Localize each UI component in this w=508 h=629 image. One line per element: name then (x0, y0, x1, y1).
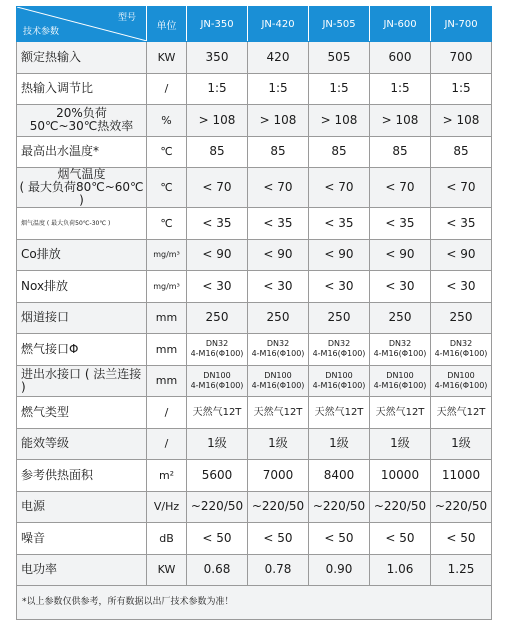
row-value: ~220/50 (187, 491, 248, 523)
row-value: < 35 (431, 208, 492, 240)
row-value: < 50 (248, 523, 309, 555)
row-unit: / (147, 73, 187, 105)
row-unit: ℃ (147, 208, 187, 240)
row-value: < 35 (248, 208, 309, 240)
row-value: < 70 (248, 168, 309, 208)
table-row (17, 428, 492, 460)
row-unit: KW (147, 554, 187, 586)
row-value: < 30 (248, 271, 309, 303)
row-value: < 90 (187, 239, 248, 271)
row-value: < 50 (309, 523, 370, 555)
row-value: < 50 (370, 523, 431, 555)
row-unit: mg/m³ (147, 239, 187, 271)
spec-table (16, 6, 492, 586)
value-line1: DN32 (266, 339, 290, 349)
row-value: 700 (431, 42, 492, 74)
header-row (17, 7, 492, 42)
row-value: 11000 (431, 460, 492, 492)
row-value: < 30 (309, 271, 370, 303)
row-value: 天然气12T (309, 397, 370, 429)
table-row (17, 136, 492, 168)
row-value: 1:5 (309, 73, 370, 105)
row-value: 1:5 (248, 73, 309, 105)
value-line2: 4-M16(Φ100) (251, 349, 305, 359)
row-value: < 90 (370, 239, 431, 271)
value-line1: DN32 (449, 339, 473, 349)
row-value: 1级 (309, 428, 370, 460)
table-row (17, 302, 492, 334)
row-value: < 50 (431, 523, 492, 555)
row-value: < 35 (187, 208, 248, 240)
row-label: 参考供热面积 (17, 460, 147, 492)
header-model: JN-600 (370, 7, 431, 42)
header-unit: 单位 (147, 7, 187, 42)
row-unit: ℃ (147, 168, 187, 208)
row-value: 85 (309, 136, 370, 168)
row-unit: dB (147, 523, 187, 555)
spec-table-container (16, 6, 492, 620)
row-value (431, 334, 492, 366)
row-value: 0.68 (187, 554, 248, 586)
header-model: JN-350 (187, 7, 248, 42)
row-value: < 90 (248, 239, 309, 271)
row-value: 85 (370, 136, 431, 168)
value-line2: 4-M16(Φ100) (190, 349, 244, 359)
row-label: 电源 (17, 491, 147, 523)
value-line1: DN32 (327, 339, 351, 349)
table-row (17, 168, 492, 208)
row-value: 1级 (431, 428, 492, 460)
table-row (17, 334, 492, 366)
value-line1: DN100 (203, 370, 231, 380)
value-line1: DN32 (388, 339, 412, 349)
row-value: 85 (431, 136, 492, 168)
row-label: 烟道接口 (17, 302, 147, 334)
row-value: < 70 (187, 168, 248, 208)
value-line1: DN100 (325, 370, 353, 380)
value-line2: 4-M16(Φ100) (434, 349, 488, 359)
row-label: 能效等级 (17, 428, 147, 460)
row-label: Co排放 (17, 239, 147, 271)
row-value: 350 (187, 42, 248, 74)
row-value: 8400 (309, 460, 370, 492)
row-value: 85 (187, 136, 248, 168)
row-unit: mm (147, 302, 187, 334)
row-value: 1:5 (187, 73, 248, 105)
row-value: 1级 (248, 428, 309, 460)
header-model-label: 型号 (117, 13, 136, 23)
row-value: < 30 (187, 271, 248, 303)
row-value (187, 365, 248, 397)
row-value: < 90 (431, 239, 492, 271)
row-value (431, 365, 492, 397)
row-unit: KW (147, 42, 187, 74)
row-label: 最高出水温度* (17, 136, 147, 168)
row-value: 1:5 (431, 73, 492, 105)
row-label: 电功率 (17, 554, 147, 586)
row-label (17, 105, 147, 137)
value-line2: 4-M16(Φ100) (373, 380, 427, 390)
row-value: > 108 (309, 105, 370, 137)
row-label (17, 168, 147, 208)
header-param-label: 技术参数 (23, 27, 60, 37)
value-line2: 4-M16(Φ100) (312, 349, 366, 359)
row-value: 1级 (187, 428, 248, 460)
row-value: < 35 (370, 208, 431, 240)
row-value: 0.90 (309, 554, 370, 586)
row-value: 天然气12T (187, 397, 248, 429)
value-line1: DN32 (205, 339, 229, 349)
row-label-line2: 50℃~30℃热效率 (29, 119, 134, 134)
row-unit: m² (147, 460, 187, 492)
row-value (370, 365, 431, 397)
table-row (17, 239, 492, 271)
row-value (248, 334, 309, 366)
row-value (187, 334, 248, 366)
row-unit: % (147, 105, 187, 137)
table-row (17, 491, 492, 523)
row-value: < 90 (309, 239, 370, 271)
row-value: 250 (431, 302, 492, 334)
table-row (17, 460, 492, 492)
row-value: 1级 (370, 428, 431, 460)
row-value: < 30 (370, 271, 431, 303)
row-label-line2: ( 最大负荷80℃~60℃ ) (19, 180, 144, 207)
table-row (17, 105, 492, 137)
row-label: 烟气温度 ( 最大负荷50℃-30℃ ) (17, 208, 147, 240)
row-value: 1.25 (431, 554, 492, 586)
row-value: 0.78 (248, 554, 309, 586)
row-label: 噪音 (17, 523, 147, 555)
row-value: < 30 (431, 271, 492, 303)
row-value: < 70 (309, 168, 370, 208)
row-value: ~220/50 (431, 491, 492, 523)
row-value: > 108 (187, 105, 248, 137)
row-label: 燃气接口Φ (17, 334, 147, 366)
row-label-line1: 20%负荷 (56, 106, 107, 121)
value-line2: 4-M16(Φ100) (434, 380, 488, 390)
row-label: Nox排放 (17, 271, 147, 303)
value-line2: 4-M16(Φ100) (373, 349, 427, 359)
value-line1: DN100 (447, 370, 475, 380)
row-value: ~220/50 (370, 491, 431, 523)
table-row (17, 397, 492, 429)
row-unit: ℃ (147, 136, 187, 168)
row-label: 燃气类型 (17, 397, 147, 429)
row-value (370, 334, 431, 366)
row-unit: mm (147, 365, 187, 397)
row-label-line1: 烟气温度 (57, 167, 106, 181)
row-unit: / (147, 428, 187, 460)
row-value: < 70 (370, 168, 431, 208)
row-value: 505 (309, 42, 370, 74)
row-value: > 108 (248, 105, 309, 137)
value-line2: 4-M16(Φ100) (190, 380, 244, 390)
row-value: 10000 (370, 460, 431, 492)
row-value (309, 365, 370, 397)
table-row (17, 73, 492, 105)
row-value: 天然气12T (248, 397, 309, 429)
row-value (309, 334, 370, 366)
row-unit: / (147, 397, 187, 429)
header-model: JN-420 (248, 7, 309, 42)
row-value: < 70 (431, 168, 492, 208)
row-value: > 108 (370, 105, 431, 137)
row-value: 1:5 (370, 73, 431, 105)
footnote: *以上参数仅供参考，所有数据以出厂技术参数为准！ (16, 586, 492, 620)
value-line2: 4-M16(Φ100) (251, 380, 305, 390)
header-model: JN-700 (431, 7, 492, 42)
row-value: 420 (248, 42, 309, 74)
row-value: 250 (370, 302, 431, 334)
table-row (17, 554, 492, 586)
row-value: 天然气12T (370, 397, 431, 429)
table-row (17, 523, 492, 555)
table-row (17, 271, 492, 303)
row-value: 250 (187, 302, 248, 334)
row-value: 天然气12T (431, 397, 492, 429)
table-row (17, 365, 492, 397)
header-corner-cell (17, 7, 147, 42)
row-value: > 108 (431, 105, 492, 137)
row-value: 5600 (187, 460, 248, 492)
row-unit: mm (147, 334, 187, 366)
row-unit: mg/m³ (147, 271, 187, 303)
value-line1: DN100 (264, 370, 292, 380)
row-label: 热输入调节比 (17, 73, 147, 105)
row-value: 600 (370, 42, 431, 74)
row-value: 250 (248, 302, 309, 334)
row-value: < 50 (187, 523, 248, 555)
row-value: 1.06 (370, 554, 431, 586)
row-value (248, 365, 309, 397)
row-value: 250 (309, 302, 370, 334)
row-value: ~220/50 (309, 491, 370, 523)
row-label: 额定热输入 (17, 42, 147, 74)
value-line2: 4-M16(Φ100) (312, 380, 366, 390)
row-value: ~220/50 (248, 491, 309, 523)
row-value: < 35 (309, 208, 370, 240)
header-model: JN-505 (309, 7, 370, 42)
row-value: 7000 (248, 460, 309, 492)
row-label: 进出水接口 ( 法兰连接 ) (17, 365, 147, 397)
row-value: 85 (248, 136, 309, 168)
table-row (17, 42, 492, 74)
value-line1: DN100 (386, 370, 414, 380)
table-row (17, 208, 492, 240)
row-unit: V/Hz (147, 491, 187, 523)
